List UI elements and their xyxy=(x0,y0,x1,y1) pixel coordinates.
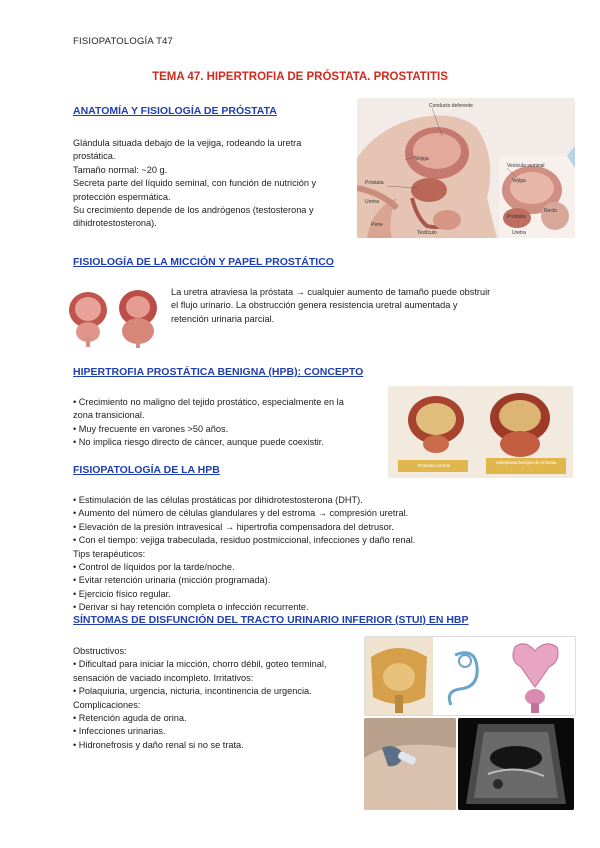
section-heading-micturition: FISIOLOGÍA DE LA MICCIÓN Y PAPEL PROSTÁTICO xyxy=(73,256,334,268)
text-line: Tamaño normal: ~20 g. xyxy=(73,164,168,175)
page-title: TEMA 47. HIPERTROFIA DE PRÓSTATA. PROSTATITIS xyxy=(152,71,448,83)
text-line: dihidrotestosterona). xyxy=(73,218,157,229)
text-line: • Muy frecuente en varones >50 años. xyxy=(73,423,229,434)
text-line: • Retención aguda de orina. xyxy=(73,713,187,724)
anatomy-label: Vesícula seminal xyxy=(507,163,545,169)
text-line: zona transicional. xyxy=(73,410,145,421)
text-line: • Estimulación de las células prostáticas por dihidrotestosterona (DHT). xyxy=(73,495,363,505)
anatomy-label: Conducto deferente xyxy=(429,103,473,109)
text-line: Secreta parte del líquido seminal, con función de nutrición y xyxy=(73,178,317,189)
anatomy-label: Próstata xyxy=(507,214,526,220)
text-line: Complicaciones: xyxy=(73,699,141,710)
text-line: • Elevación de la presión intravesical → hipertrofia compensadora del detrusor. xyxy=(73,521,394,532)
text-line: prostática. xyxy=(73,151,116,162)
stui-illustration-panel xyxy=(364,636,576,716)
hpb-caption-normal: Próstata normal xyxy=(417,463,451,468)
hpb-caption-hyperplasia: Hiperplasia benigna de próstata xyxy=(495,460,557,465)
text-line: • Evitar retención urinaria (micción programada). xyxy=(73,575,271,586)
text-line: • Crecimiento no maligno del tejido prostático, especialmente en la xyxy=(73,397,344,407)
text-line: Su crecimiento depende de los andrógenos (testosterona y xyxy=(73,205,314,216)
anatomy-label: Recto xyxy=(544,208,558,214)
text-line: • Polaquiuria, urgencia, nicturia, incontinencia de urgencia. xyxy=(73,686,312,697)
text-line: el flujo urinario. La obstrucción genera resistencia uretral aumentada y xyxy=(171,300,458,311)
section-heading-anatomy: ANATOMÍA Y FISIOLOGÍA DE PRÓSTATA xyxy=(73,105,277,117)
bladder-comparison-image xyxy=(65,282,165,357)
anatomy-label: Vejiga xyxy=(415,156,429,162)
text-line: Obstructivos: xyxy=(73,646,127,656)
text-line: • Infecciones urinarias. xyxy=(73,726,166,737)
section-heading-hpb-concept: HIPERTROFIA PROSTÁTICA BENIGNA (HPB): CONCEPTO xyxy=(73,366,364,378)
ultrasound-image xyxy=(458,718,574,810)
text-line: retención urinaria parcial. xyxy=(171,313,275,324)
section-body-anatomy xyxy=(73,137,316,231)
text-line: • Control de líquidos por la tarde/noche. xyxy=(73,562,235,573)
section-body-micturition xyxy=(171,286,490,326)
text-line: • Dificultad para iniciar la micción, chorro débil, goteo terminal, xyxy=(73,659,327,670)
text-line: • Derivar si hay retención completa o infección recurrente. xyxy=(73,602,309,613)
prostate-anatomy-illustration xyxy=(357,98,575,238)
hpb-illustration xyxy=(388,386,573,478)
text-line: • Aumento del número de células glandulares y del estroma → compresión uretral. xyxy=(73,508,409,519)
text-line: La uretra atraviesa la próstata → cualquier aumento de tamaño puede obstruir xyxy=(171,287,491,297)
text-line: sensación de vaciado incompleto. Irritativos: xyxy=(73,672,254,683)
section-heading-stui: SÍNTOMAS DE DISFUNCIÓN DEL TRACTO URINARIO INFERIOR (STUI) EN HBP xyxy=(73,614,469,626)
anatomy-label: Testículo xyxy=(417,230,437,236)
anatomy-label: Pene xyxy=(371,222,383,228)
text-line: • No implica riesgo directo de cáncer, aunque puede coexistir. xyxy=(73,437,324,448)
text-line: • Hidronefrosis y daño renal si no se trata. xyxy=(73,739,244,750)
anatomy-label: Próstata xyxy=(365,180,384,186)
text-line: • Ejercicio físico regular. xyxy=(73,588,171,599)
text-line: Tips terapéuticos: xyxy=(73,548,146,559)
anatomy-label: Uretra xyxy=(512,230,526,236)
section-heading-hpb-physiopathology: FISIOPATOLOGÍA DE LA HPB xyxy=(73,464,220,476)
text-line: Glándula situada debajo de la vejiga, rodeando la uretra xyxy=(73,138,302,148)
ultrasound-exam-photo xyxy=(364,718,456,810)
section-body-stui xyxy=(73,645,326,752)
anatomy-label: Vejiga xyxy=(512,178,526,184)
section-body-hpb-physiopathology xyxy=(73,494,415,615)
text-line: protección espermática. xyxy=(73,191,171,202)
text-line: • Con el tiempo: vejiga trabeculada, residuo postmiccional, infecciones y daño renal. xyxy=(73,535,416,546)
running-header: FISIOPATOLOGÍA T47 xyxy=(73,36,174,47)
anatomy-label: Uretra xyxy=(365,199,379,205)
section-body-hpb-concept xyxy=(73,396,344,450)
